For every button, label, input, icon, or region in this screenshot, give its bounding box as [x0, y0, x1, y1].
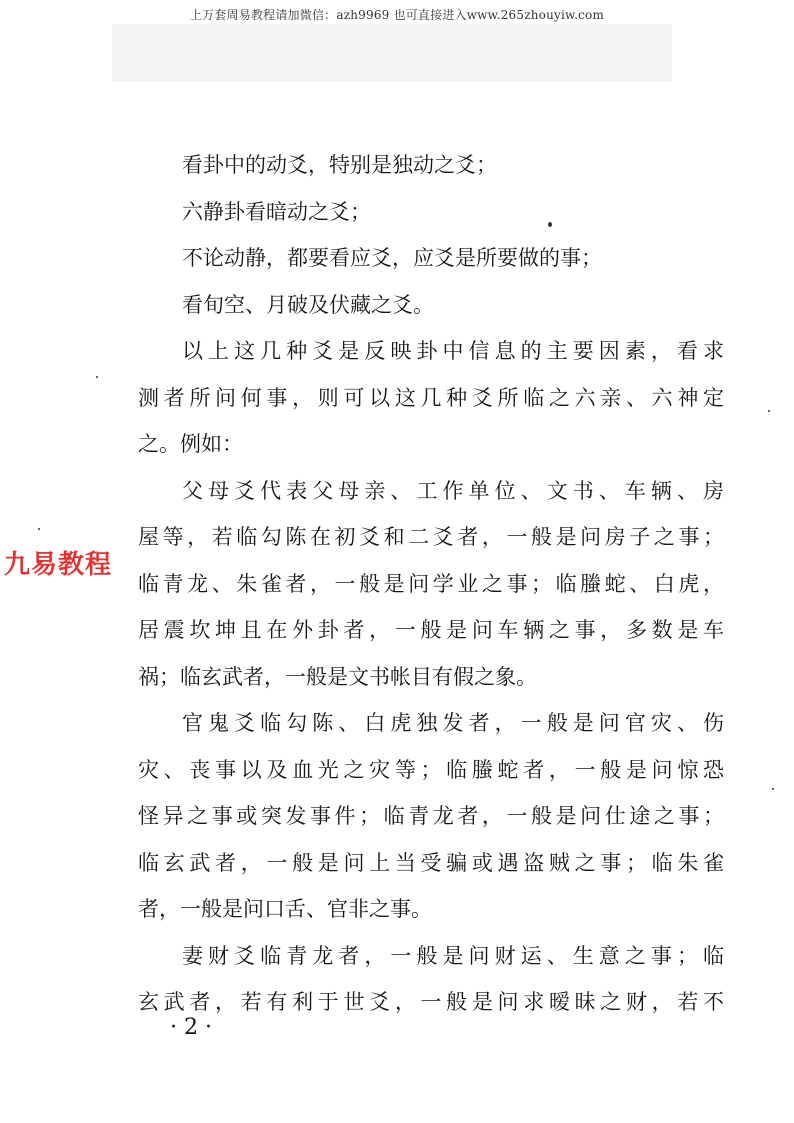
body-line: 官鬼爻临勾陈、白虎独发者，一般是问官灾、伤 [182, 711, 724, 735]
body-line: 屋等，若临勾陈在初爻和二爻者，一般是问房子之事； [138, 525, 724, 549]
body-line: 临玄武者，一般是问上当受骗或遇盗贼之事；临朱雀 [138, 851, 724, 875]
body-line: 妻财爻临青龙者，一般是问财运、生意之事；临 [182, 944, 724, 968]
body-line: 怪异之事或突发事件；临青龙者，一般是问仕途之事； [138, 804, 724, 828]
scan-speck [548, 222, 552, 227]
scan-speck [96, 376, 98, 378]
body-line: 灾、丧事以及血光之灾等；临螣蛇者，一般是问惊恐 [138, 758, 724, 782]
body-line: 之。例如： [138, 432, 243, 456]
watermark-logo: 九易教程 [4, 550, 113, 580]
body-line: 玄武者，若有利于世爻，一般是问求暧昧之财，若不 [138, 990, 724, 1014]
body-line: 居震坎坤且在外卦者，一般是问车辆之事，多数是车 [138, 618, 724, 642]
body-line: 者，一般是问口舌、官非之事。 [138, 897, 432, 921]
body-line: 临青龙、朱雀者，一般是问学业之事；临螣蛇、白虎， [138, 572, 724, 596]
body-line: 测者所问何事，则可以这几种爻所临之六亲、六神定 [138, 386, 724, 410]
scan-speck [772, 788, 774, 790]
body-line: 父母爻代表父母亲、工作单位、文书、车辆、房 [182, 479, 724, 503]
page-number: · 2 · [170, 1015, 212, 1040]
header-note: 上万套周易教程请加微信：azh9969 也可直接进入www.265zhouyiw.com [189, 8, 605, 22]
scan-speck [38, 528, 40, 530]
body-line: 祸；临玄武者，一般是文书帐目有假之象。 [138, 665, 537, 689]
body-line: 六静卦看暗动之爻； [182, 200, 371, 224]
scan-shading [112, 24, 672, 82]
body-line: 看旬空、月破及伏藏之爻。 [182, 293, 434, 317]
body-line: 不论动静，都要看应爻，应爻是所要做的事； [182, 246, 602, 270]
body-line: 看卦中的动爻，特别是独动之爻； [182, 153, 497, 177]
scan-speck [768, 410, 770, 412]
body-line: 以上这几种爻是反映卦中信息的主要因素，看求 [182, 339, 724, 363]
